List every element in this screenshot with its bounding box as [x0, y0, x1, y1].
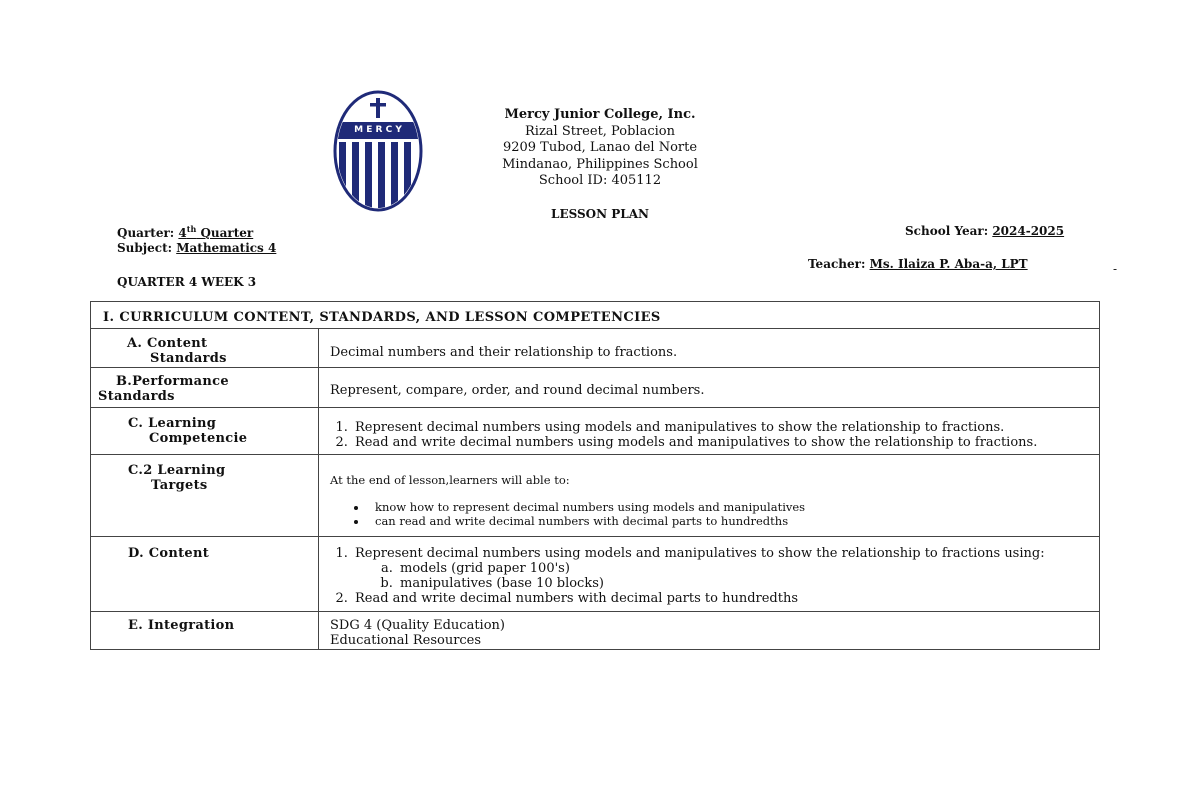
school-address-1: Rizal Street, Poblacion [525, 123, 675, 139]
learning-competency-label: C. Learning Competencie [91, 408, 319, 455]
school-year-value: 2024-2025 [992, 224, 1065, 238]
quarter-value: 4th Quarter [178, 224, 254, 240]
learning-targets-value [319, 455, 1100, 537]
document-title: LESSON PLAN [551, 207, 649, 221]
school-year-field [905, 224, 1064, 238]
content-standards-value: Decimal numbers and their relationship to fractions. [319, 329, 1100, 368]
section-header: I. CURRICULUM CONTENT, STANDARDS, AND LESSON COMPETENCIES [91, 302, 1100, 329]
learning-competency-value [319, 408, 1100, 455]
content-sub-item: b. manipulatives (base 10 blocks) [397, 576, 1099, 591]
school-address-2: 9209 Tubod, Lanao del Norte [502, 140, 698, 155]
section-header-row [91, 302, 1100, 329]
competency-item: 2. Read and write decimal numbers using models and manipulatives to show the relationship to fractions. [352, 435, 1099, 450]
target-item: • can read and write decimal numbers with decimal parts to hundredths [368, 514, 1099, 528]
integration-line: Educational Resources [330, 633, 482, 648]
content-item: 1. Represent decimal numbers using models and manipulatives to show the relationship to fractions using: a. models (grid paper 100's) b. manipulatives (base 10 blocks) [352, 546, 1099, 591]
teacher-field [808, 257, 1028, 271]
subject-label: Subject: [117, 241, 177, 255]
learning-targets-label: C.2 Learning Targets [91, 455, 319, 537]
integration-line: SDG 4 (Quality Education) [330, 618, 505, 633]
integration-label: E. Integration [91, 612, 319, 650]
teacher-value: Ms. Ilaiza P. Aba-a, LPT [869, 257, 1028, 271]
content-item: 2. Read and write decimal numbers with decimal parts to hundredths [352, 591, 1099, 606]
teacher-label: Teacher: [808, 257, 870, 271]
school-address-3: Mindanao, Philippines School [502, 156, 698, 172]
performance-standards-value: Represent, compare, order, and round decimal numbers. [319, 368, 1100, 408]
quarter-field [117, 224, 253, 240]
content-standards-row [91, 329, 1100, 368]
competency-item: 1. Represent decimal numbers using models and manipulatives to show the relationship to fractions. [352, 420, 1099, 435]
learning-competency-row [91, 408, 1100, 455]
quarter-week: QUARTER 4 WEEK 3 [117, 275, 257, 289]
performance-standards-label: B.Performance Standards [91, 368, 319, 408]
lesson-plan-table [90, 301, 1100, 650]
logo-text: M E R C Y [354, 125, 402, 135]
school-name: Mercy Junior College, Inc. [504, 107, 696, 122]
content-value [319, 537, 1100, 612]
learning-targets-row [91, 455, 1100, 537]
quarter-label: Quarter: [117, 226, 179, 240]
subject-value: Mathematics 4 [176, 241, 277, 255]
targets-intro: At the end of lesson,learners will able to: [330, 473, 570, 487]
school-logo [333, 90, 423, 212]
integration-row [91, 612, 1100, 650]
content-standards-label: A. Content Standards [91, 329, 319, 368]
school-info [440, 107, 760, 190]
content-sub-item: a. models (grid paper 100's) [397, 561, 1099, 576]
performance-standards-row [91, 368, 1100, 408]
school-year-label: School Year: [905, 224, 993, 238]
target-item: • know how to represent decimal numbers using models and manipulatives [368, 500, 1099, 514]
content-row [91, 537, 1100, 612]
content-label: D. Content [91, 537, 319, 612]
integration-value [319, 612, 1100, 650]
school-id: School ID: 405112 [538, 173, 662, 188]
stray-dash: - [1113, 262, 1118, 276]
subject-field [117, 241, 276, 255]
